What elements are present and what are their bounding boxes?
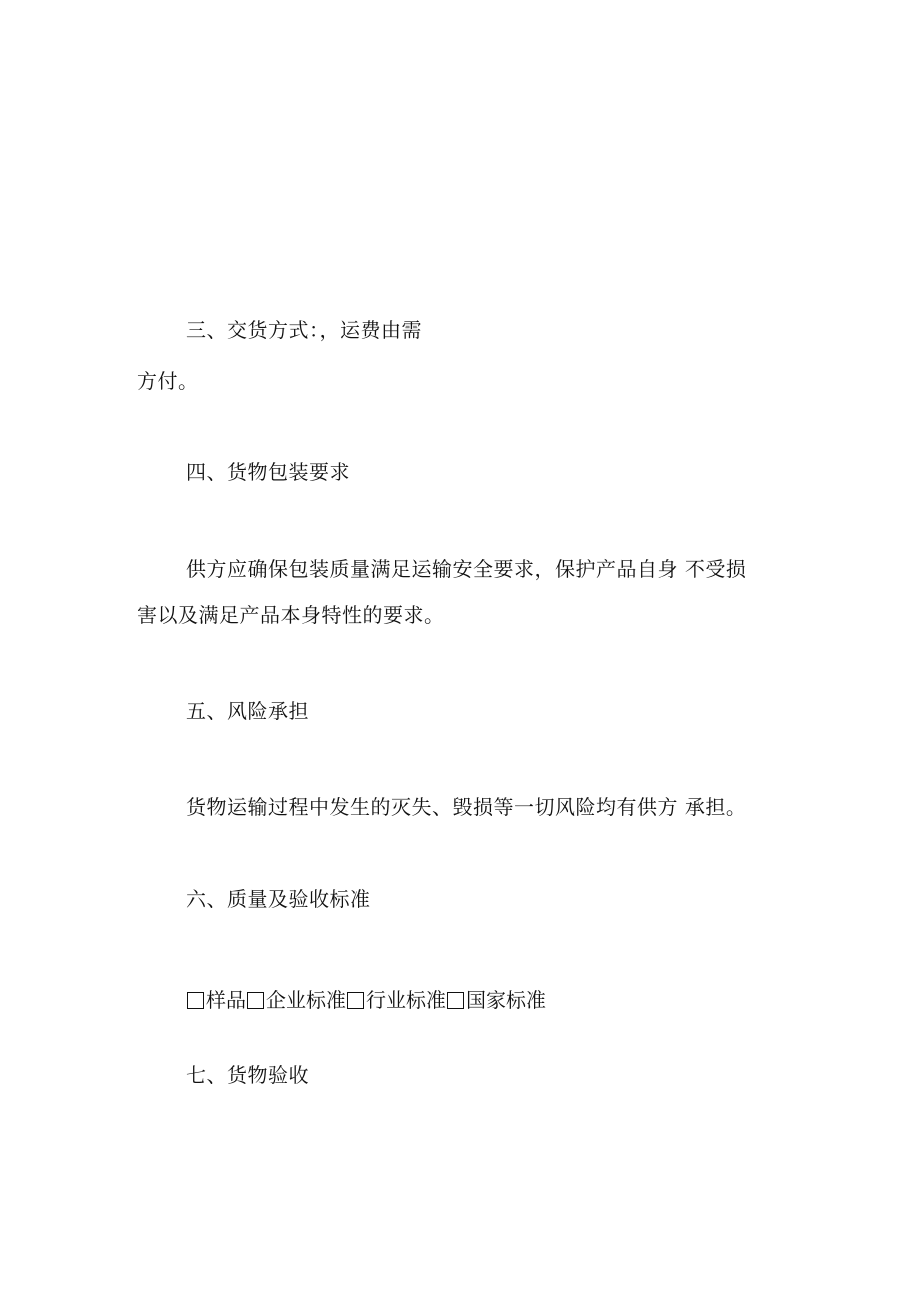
section-4-body-line-1: 供方应确保包装质量满足运输安全要求，保护产品自身 不受损 <box>186 557 747 581</box>
section-5-heading: 五、风险承担 <box>186 699 309 723</box>
checkbox[interactable] <box>247 992 264 1009</box>
checkbox[interactable] <box>447 992 464 1009</box>
option-industry-standard[interactable] <box>346 988 446 1012</box>
standard-options <box>186 988 546 1012</box>
section-7-heading: 七、货物验收 <box>186 1063 309 1087</box>
section-3-continuation: 方付。 <box>137 369 199 393</box>
option-national-standard[interactable] <box>446 988 546 1012</box>
section-6-heading: 六、质量及验收标准 <box>186 887 371 911</box>
option-label: 样品 <box>206 988 246 1012</box>
option-sample[interactable] <box>186 988 246 1012</box>
option-label: 国家标准 <box>466 988 546 1012</box>
section-5-body: 货物运输过程中发生的灭失、毁损等一切风险均有供方 承担。 <box>186 795 747 819</box>
checkbox[interactable] <box>347 992 364 1009</box>
section-3-heading: 三、交货方式：，运费由需 <box>186 318 422 342</box>
option-enterprise-standard[interactable] <box>246 988 346 1012</box>
option-label: 企业标准 <box>266 988 346 1012</box>
section-4-heading: 四、货物包装要求 <box>186 460 350 484</box>
option-label: 行业标准 <box>366 988 446 1012</box>
section-4-body-line-2: 害以及满足产品本身特性的要求。 <box>137 603 445 627</box>
checkbox[interactable] <box>187 992 204 1009</box>
